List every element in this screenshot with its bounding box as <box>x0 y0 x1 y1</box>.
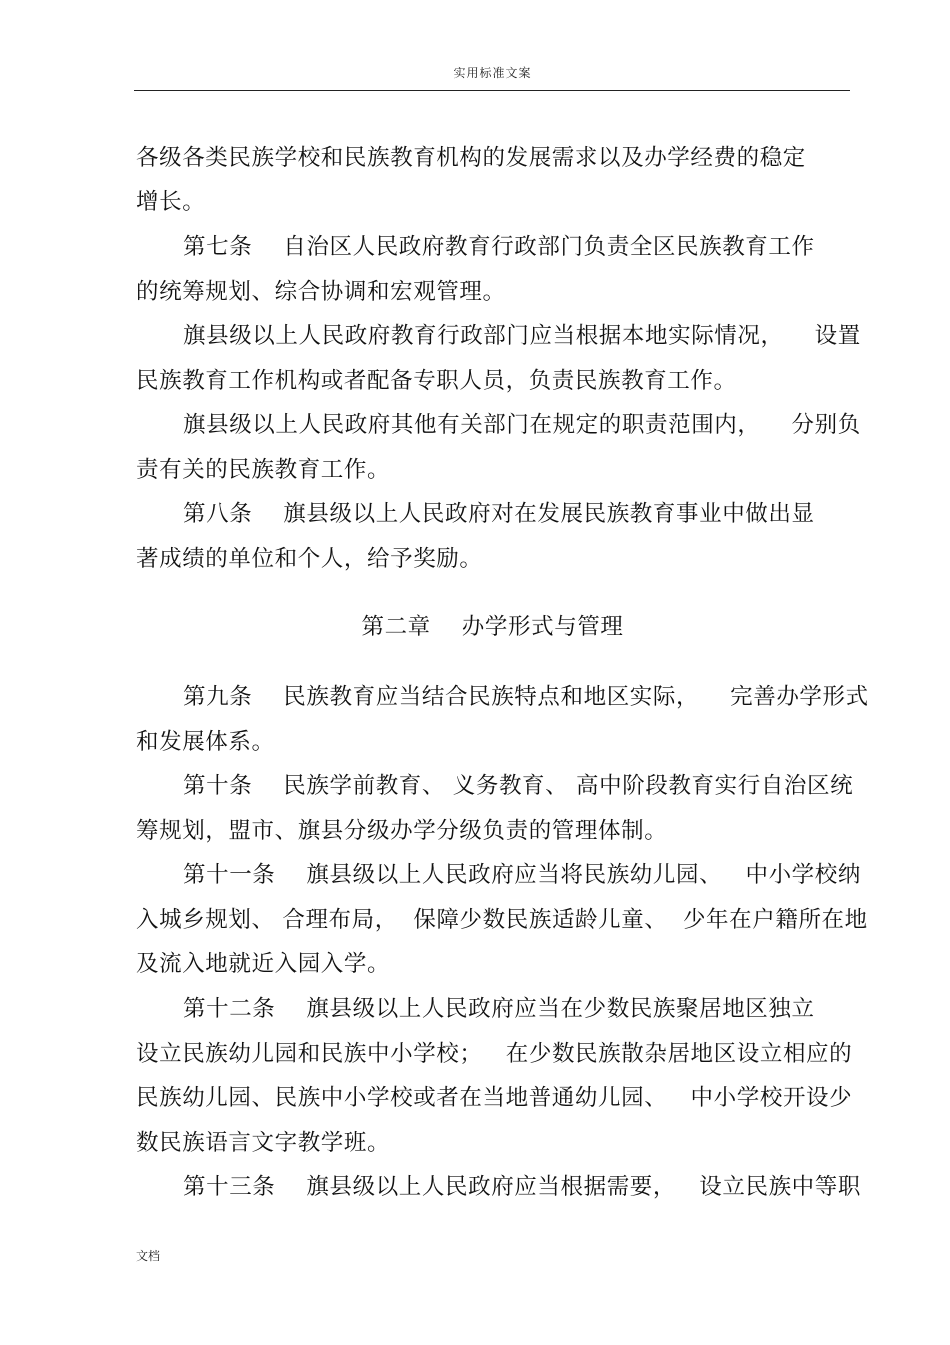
article-11: 第十一条 旗县级以上人民政府应当将民族幼儿园、 中小学校纳 <box>183 862 861 888</box>
article-8: 第八条 旗县级以上人民政府对在发展民族教育事业中做出显 <box>183 501 815 527</box>
text-line: 各级各类民族学校和民族教育机构的发展需求以及办学经费的稳定 <box>136 145 806 171</box>
text-line: 民族幼儿园、民族中小学校或者在当地普通幼儿园、 中小学校开设少 <box>136 1085 853 1111</box>
article-12: 第十二条 旗县级以上人民政府应当在少数民族聚居地区独立 <box>183 996 815 1022</box>
article-9: 第九条 民族教育应当结合民族特点和地区实际， 完善办学形式 <box>183 684 869 710</box>
page-header: 实用标准文案 <box>453 66 532 80</box>
text-line: 和发展体系。 <box>136 729 275 755</box>
article-10: 第十条 民族学前教育、 义务教育、 高中阶段教育实行自治区统 <box>183 773 854 799</box>
text-line: 责有关的民族教育工作。 <box>136 457 391 483</box>
text-line: 入城乡规划、 合理布局， 保障少数民族适龄儿童、 少年在户籍所在地 <box>136 907 868 933</box>
header-rule <box>134 90 850 91</box>
text-line: 增长。 <box>136 189 206 215</box>
page-footer: 文档 <box>136 1249 161 1263</box>
text-line: 的统筹规划、综合协调和宏观管理。 <box>136 279 506 305</box>
text-line: 数民族语言文字教学班。 <box>136 1130 391 1156</box>
chapter-title: 第二章 办学形式与管理 <box>361 614 624 640</box>
text-line: 筹规划，盟市、旗县分级办学分级负责的管理体制。 <box>136 818 668 844</box>
paragraph-start: 旗县级以上人民政府其他有关部门在规定的职责范围内， 分别负 <box>183 412 861 438</box>
article-7: 第七条 自治区人民政府教育行政部门负责全区民族教育工作 <box>183 234 815 260</box>
text-line: 民族教育工作机构或者配备专职人员，负责民族教育工作。 <box>136 368 737 394</box>
text-line: 设立民族幼儿园和民族中小学校； 在少数民族散杂居地区设立相应的 <box>136 1041 853 1067</box>
article-13: 第十三条 旗县级以上人民政府应当根据需要， 设立民族中等职 <box>183 1174 861 1200</box>
paragraph-start: 旗县级以上人民政府教育行政部门应当根据本地实际情况， 设置 <box>183 323 861 349</box>
text-line: 及流入地就近入园入学。 <box>136 951 391 977</box>
text-line: 著成绩的单位和个人，给予奖励。 <box>136 546 483 572</box>
